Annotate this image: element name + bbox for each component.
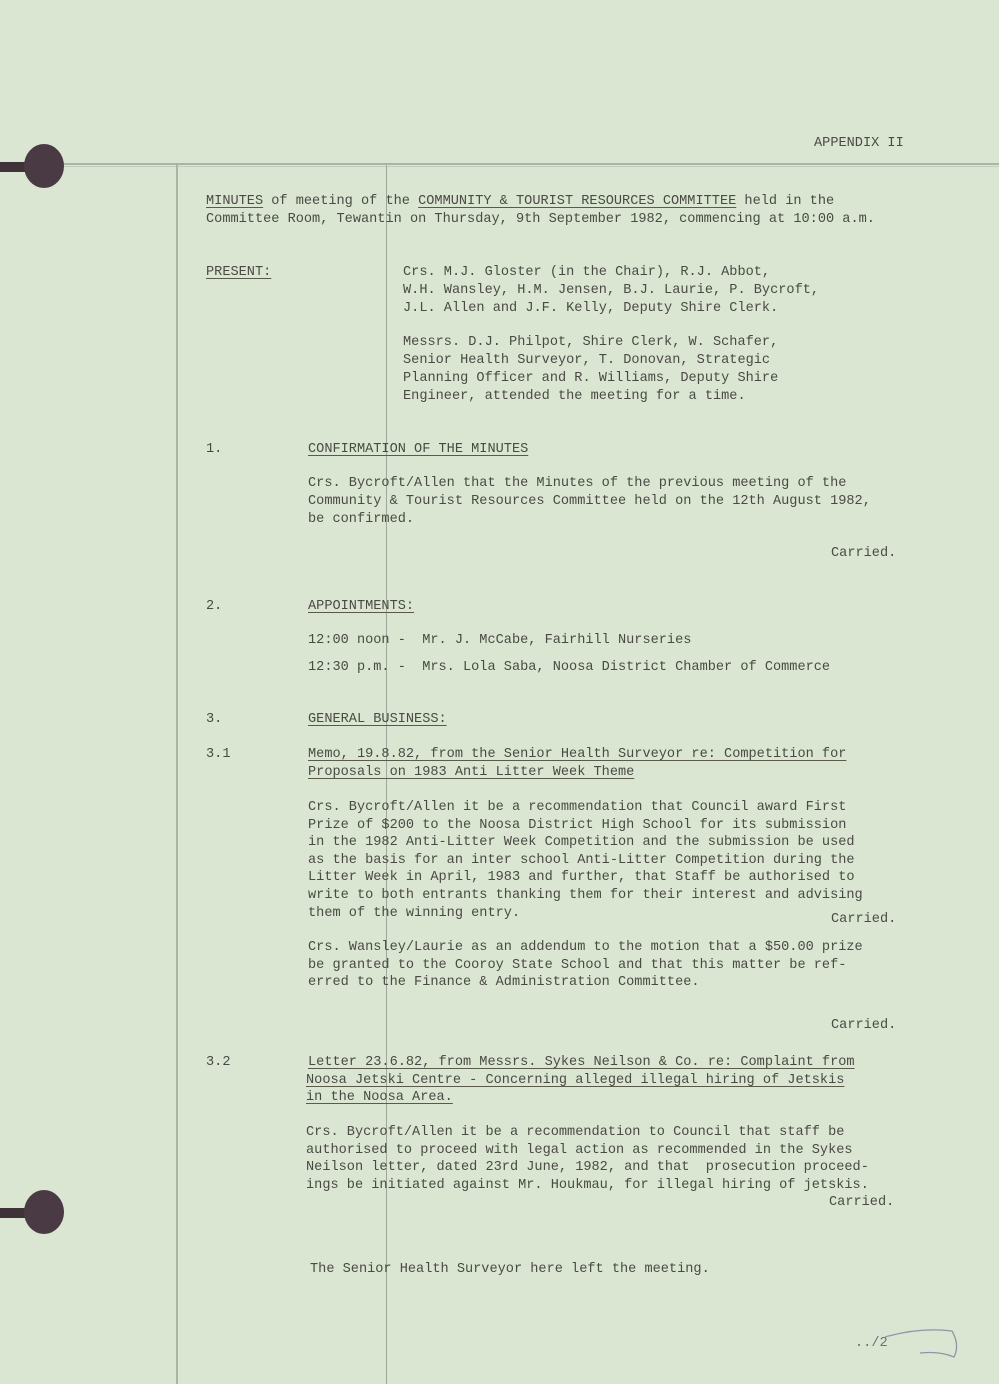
item-body-line: be confirmed. bbox=[308, 512, 415, 527]
margin-rule bbox=[176, 165, 178, 1384]
minutes-word: MINUTES bbox=[206, 194, 264, 209]
addendum-line: erred to the Finance & Administration Committee. bbox=[308, 975, 700, 990]
item-body-line: Litter Week in April, 1983 and further, that Staff be authorised to bbox=[308, 870, 855, 885]
item-body-line: Neilson letter, dated 23rd June, 1982, and that prosecution proceed- bbox=[306, 1160, 869, 1175]
present-councillors-1: Crs. M.J. Gloster (in the Chair), R.J. Abbot, bbox=[403, 265, 771, 280]
item-heading: Proposals on 1983 Anti Litter Week Theme bbox=[308, 765, 635, 780]
addendum-line: Crs. Wansley/Laurie as an addendum to the motion that a $50.00 prize bbox=[308, 940, 863, 955]
item-body-line: write to both entrants thanking them for their interest and advising bbox=[308, 888, 863, 903]
item-body-line: Crs. Bycroft/Allen it be a recommendation that Council award First bbox=[308, 800, 847, 815]
present-councillors-2: W.H. Wansley, H.M. Jensen, B.J. Laurie, P. Bycroft, bbox=[403, 283, 820, 298]
item-body-line: authorised to proceed with legal action as recommended in the Sykes bbox=[306, 1143, 853, 1158]
item-number: 3.2 bbox=[206, 1055, 231, 1070]
committee-name: COMMUNITY & TOURIST RESOURCES COMMITTEE bbox=[418, 194, 737, 209]
meeting-details: Committee Room, Tewantin on Thursday, 9th September 1982, commencing at 10:00 a.m. bbox=[206, 212, 875, 227]
punch-hole-icon bbox=[24, 1190, 64, 1234]
appendix-label: APPENDIX II bbox=[814, 136, 904, 151]
header-rule bbox=[0, 163, 999, 165]
item-heading: APPOINTMENTS: bbox=[308, 599, 415, 614]
present-officers-4: Engineer, attended the meeting for a time. bbox=[403, 389, 746, 404]
item-heading: Noosa Jetski Centre - Concerning alleged illegal hiring of Jetskis bbox=[306, 1073, 845, 1088]
item-body-line: in the 1982 Anti-Litter Week Competition and the submission be used bbox=[308, 835, 855, 850]
item-heading: GENERAL BUSINESS: bbox=[308, 712, 447, 727]
item-number: 3. bbox=[206, 712, 223, 727]
carried-label: Carried. bbox=[831, 1018, 897, 1033]
item-body-line: Crs. Bycroft/Allen that the Minutes of the previous meeting of the bbox=[308, 476, 847, 491]
item-number: 3.1 bbox=[206, 747, 231, 762]
carried-label: Carried. bbox=[831, 912, 897, 927]
item-heading: CONFIRMATION OF THE MINUTES bbox=[308, 442, 529, 457]
page-continuation: ../2 bbox=[855, 1336, 888, 1351]
carried-label: Carried. bbox=[829, 1195, 895, 1210]
item-number: 1. bbox=[206, 442, 223, 457]
item-heading: Memo, 19.8.82, from the Senior Health Surveyor re: Competition for bbox=[308, 747, 847, 762]
appointment-entry: 12:00 noon - Mr. J. McCabe, Fairhill Nurseries bbox=[308, 633, 692, 648]
item-body-line: them of the winning entry. bbox=[308, 906, 521, 921]
item-body-line: Crs. Bycroft/Allen it be a recommendation to Council that staff be bbox=[306, 1125, 845, 1140]
closing-note: The Senior Health Surveyor here left the meeting. bbox=[310, 1262, 710, 1277]
item-number: 2. bbox=[206, 599, 223, 614]
appointment-entry: 12:30 p.m. - Mrs. Lola Saba, Noosa District Chamber of Commerce bbox=[308, 660, 831, 675]
item-body-line: as the basis for an inter school Anti-Litter Competition during the bbox=[308, 853, 855, 868]
item-heading: in the Noosa Area. bbox=[306, 1090, 453, 1105]
present-label: PRESENT: bbox=[206, 265, 272, 280]
item-body-line: Community & Tourist Resources Committee held on the 12th August 1982, bbox=[308, 494, 871, 509]
item-heading: Letter 23.6.82, from Messrs. Sykes Neilson & Co. re: Complaint from bbox=[308, 1055, 855, 1070]
item-body-line: Prize of $200 to the Noosa District High School for its submission bbox=[308, 818, 847, 833]
item-body-line: ings be initiated against Mr. Houkmau, for illegal hiring of jetskis. bbox=[306, 1178, 869, 1193]
punch-hole-icon bbox=[24, 144, 64, 188]
present-officers-1: Messrs. D.J. Philpot, Shire Clerk, W. Schafer, bbox=[403, 335, 779, 350]
addendum-line: be granted to the Cooroy State School and that this matter be ref- bbox=[308, 958, 847, 973]
minutes-title: MINUTES of meeting of the COMMUNITY & TOURIST RESOURCES COMMITTEE held in the bbox=[206, 194, 835, 209]
carried-label: Carried. bbox=[831, 546, 897, 561]
header-rule-shadow bbox=[0, 166, 999, 167]
present-officers-3: Planning Officer and R. Williams, Deputy Shire bbox=[403, 371, 779, 386]
present-officers-2: Senior Health Surveyor, T. Donovan, Strategic bbox=[403, 353, 771, 368]
present-councillors-3: J.L. Allen and J.F. Kelly, Deputy Shire Clerk. bbox=[403, 301, 779, 316]
pen-mark-icon bbox=[870, 1325, 970, 1365]
